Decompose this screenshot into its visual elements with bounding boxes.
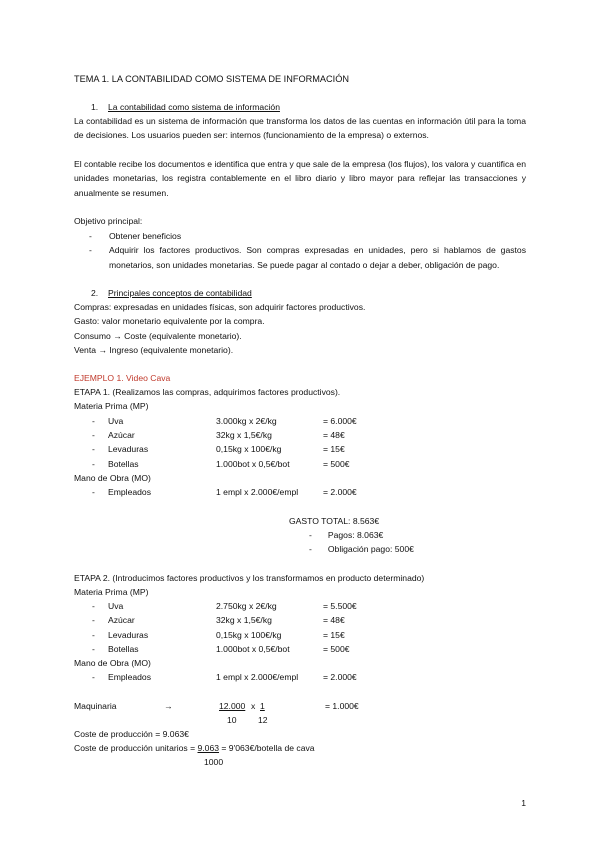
section-1-title: La contabilidad como sistema de información — [108, 102, 280, 112]
production-cost: Coste de producción = 9.063€ — [74, 729, 189, 739]
table-row: - Botellas 1.000bot x 0,5€/bot = 500€ — [92, 459, 350, 469]
list-item: - Obtener beneficios — [89, 231, 182, 241]
table-row: - Levaduras 0,15kg x 100€/kg = 15€ — [92, 444, 345, 454]
table-row: - Uva 3.000kg x 2€/kg = 6.000€ — [92, 416, 357, 426]
page-number: 1 — [521, 797, 526, 808]
table-row: - Uva 2.750kg x 2€/kg = 5.500€ — [92, 601, 357, 611]
concept-line: Gasto: valor monetario equivalente por la compra. — [74, 316, 265, 326]
table-row: - Azúcar 32kg x 1,5€/kg = 48€ — [92, 615, 345, 625]
list-item: - Adquirir los factores productivos. Son compras expresadas en unidades, pero si hablamos de gastos monetarios, son unidades monetarias. Se puede pagar al contado o dejar a deber, obligación de pago. — [89, 245, 526, 270]
table-row: - Levaduras 0,15kg x 100€/kg = 15€ — [92, 630, 345, 640]
arrow-icon: → — [164, 701, 173, 711]
section-1-number: 1. — [91, 102, 99, 112]
section-1-paragraph-2: El contable recibe los documentos e identifica que entra y que sale de la empresa (los flujos), los valora y cuantifica en unidades monetarias, los registra contablemente en el libro diario y libro mayor para reflejar las transacciones y anualmente se resumen. — [74, 159, 526, 198]
concept-line: Venta → Ingreso (equivalente monetario). — [74, 345, 234, 355]
payment-line: - Obligación pago: 500€ — [309, 544, 414, 554]
table-row: - Azúcar 32kg x 1,5€/kg = 48€ — [92, 430, 345, 440]
stage-1-heading: ETAPA 1. (Realizamos las compras, adquirimos factores productivos). — [74, 387, 341, 397]
section-2-heading — [91, 286, 252, 300]
table-row: - Botellas 1.000bot x 0,5€/bot = 500€ — [92, 644, 350, 654]
unit-cost-denominator: 1000 — [204, 757, 224, 767]
stage-1-mo-label: Mano de Obra (MO) — [74, 473, 151, 483]
stage-1-mp-label: Materia Prima (MP) — [74, 401, 149, 411]
section-1-heading — [91, 100, 280, 114]
section-2-number: 2. — [91, 288, 99, 298]
section-1-paragraph-1: La contabilidad es un sistema de información que transforma los datos de las cuentas en información útil para la toma de decisiones. Los usuarios pueden ser: internos (funcionamiento de la empresa) o externos. — [74, 116, 526, 141]
concept-line: Consumo → Coste (equivalente monetario). — [74, 331, 242, 341]
times-sign: x — [251, 701, 256, 711]
stage-2-mo-label: Mano de Obra (MO) — [74, 658, 151, 668]
table-row: - Empleados 1 empl x 2.000€/empl = 2.000€ — [92, 672, 357, 682]
payment-line: - Pagos: 8.063€ — [309, 530, 384, 540]
objective-label: Objetivo principal: — [74, 216, 143, 226]
unit-cost-line: Coste de producción unitarios = 9.063 = 9'063€/botella de cava — [74, 743, 315, 753]
machinery-label: Maquinaria — [74, 701, 117, 711]
example-title: EJEMPLO 1. Video Cava — [74, 373, 171, 383]
fraction-denominator: 10 — [227, 715, 237, 725]
total-expense: GASTO TOTAL: 8.563€ — [289, 516, 380, 526]
objectives-list — [89, 229, 526, 272]
section-2-title: Principales conceptos de contabilidad — [108, 288, 252, 298]
page-title: TEMA 1. LA CONTABILIDAD COMO SISTEMA DE INFORMACIÓN — [74, 74, 349, 84]
fraction-denominator: 12 — [258, 715, 268, 725]
concept-line: Compras: expresadas en unidades físicas, son adquirir factores productivos. — [74, 302, 366, 312]
stage-2-heading: ETAPA 2. (Introducimos factores productivos y los transformamos en producto determinado) — [74, 573, 425, 583]
stage-2-mp-label: Materia Prima (MP) — [74, 587, 149, 597]
machinery-result: = 1.000€ — [325, 701, 359, 711]
fraction-numerator: 12.000 — [219, 701, 246, 711]
table-row: - Empleados 1 empl x 2.000€/empl = 2.000€ — [92, 487, 357, 497]
fraction-numerator: 1 — [260, 701, 265, 711]
